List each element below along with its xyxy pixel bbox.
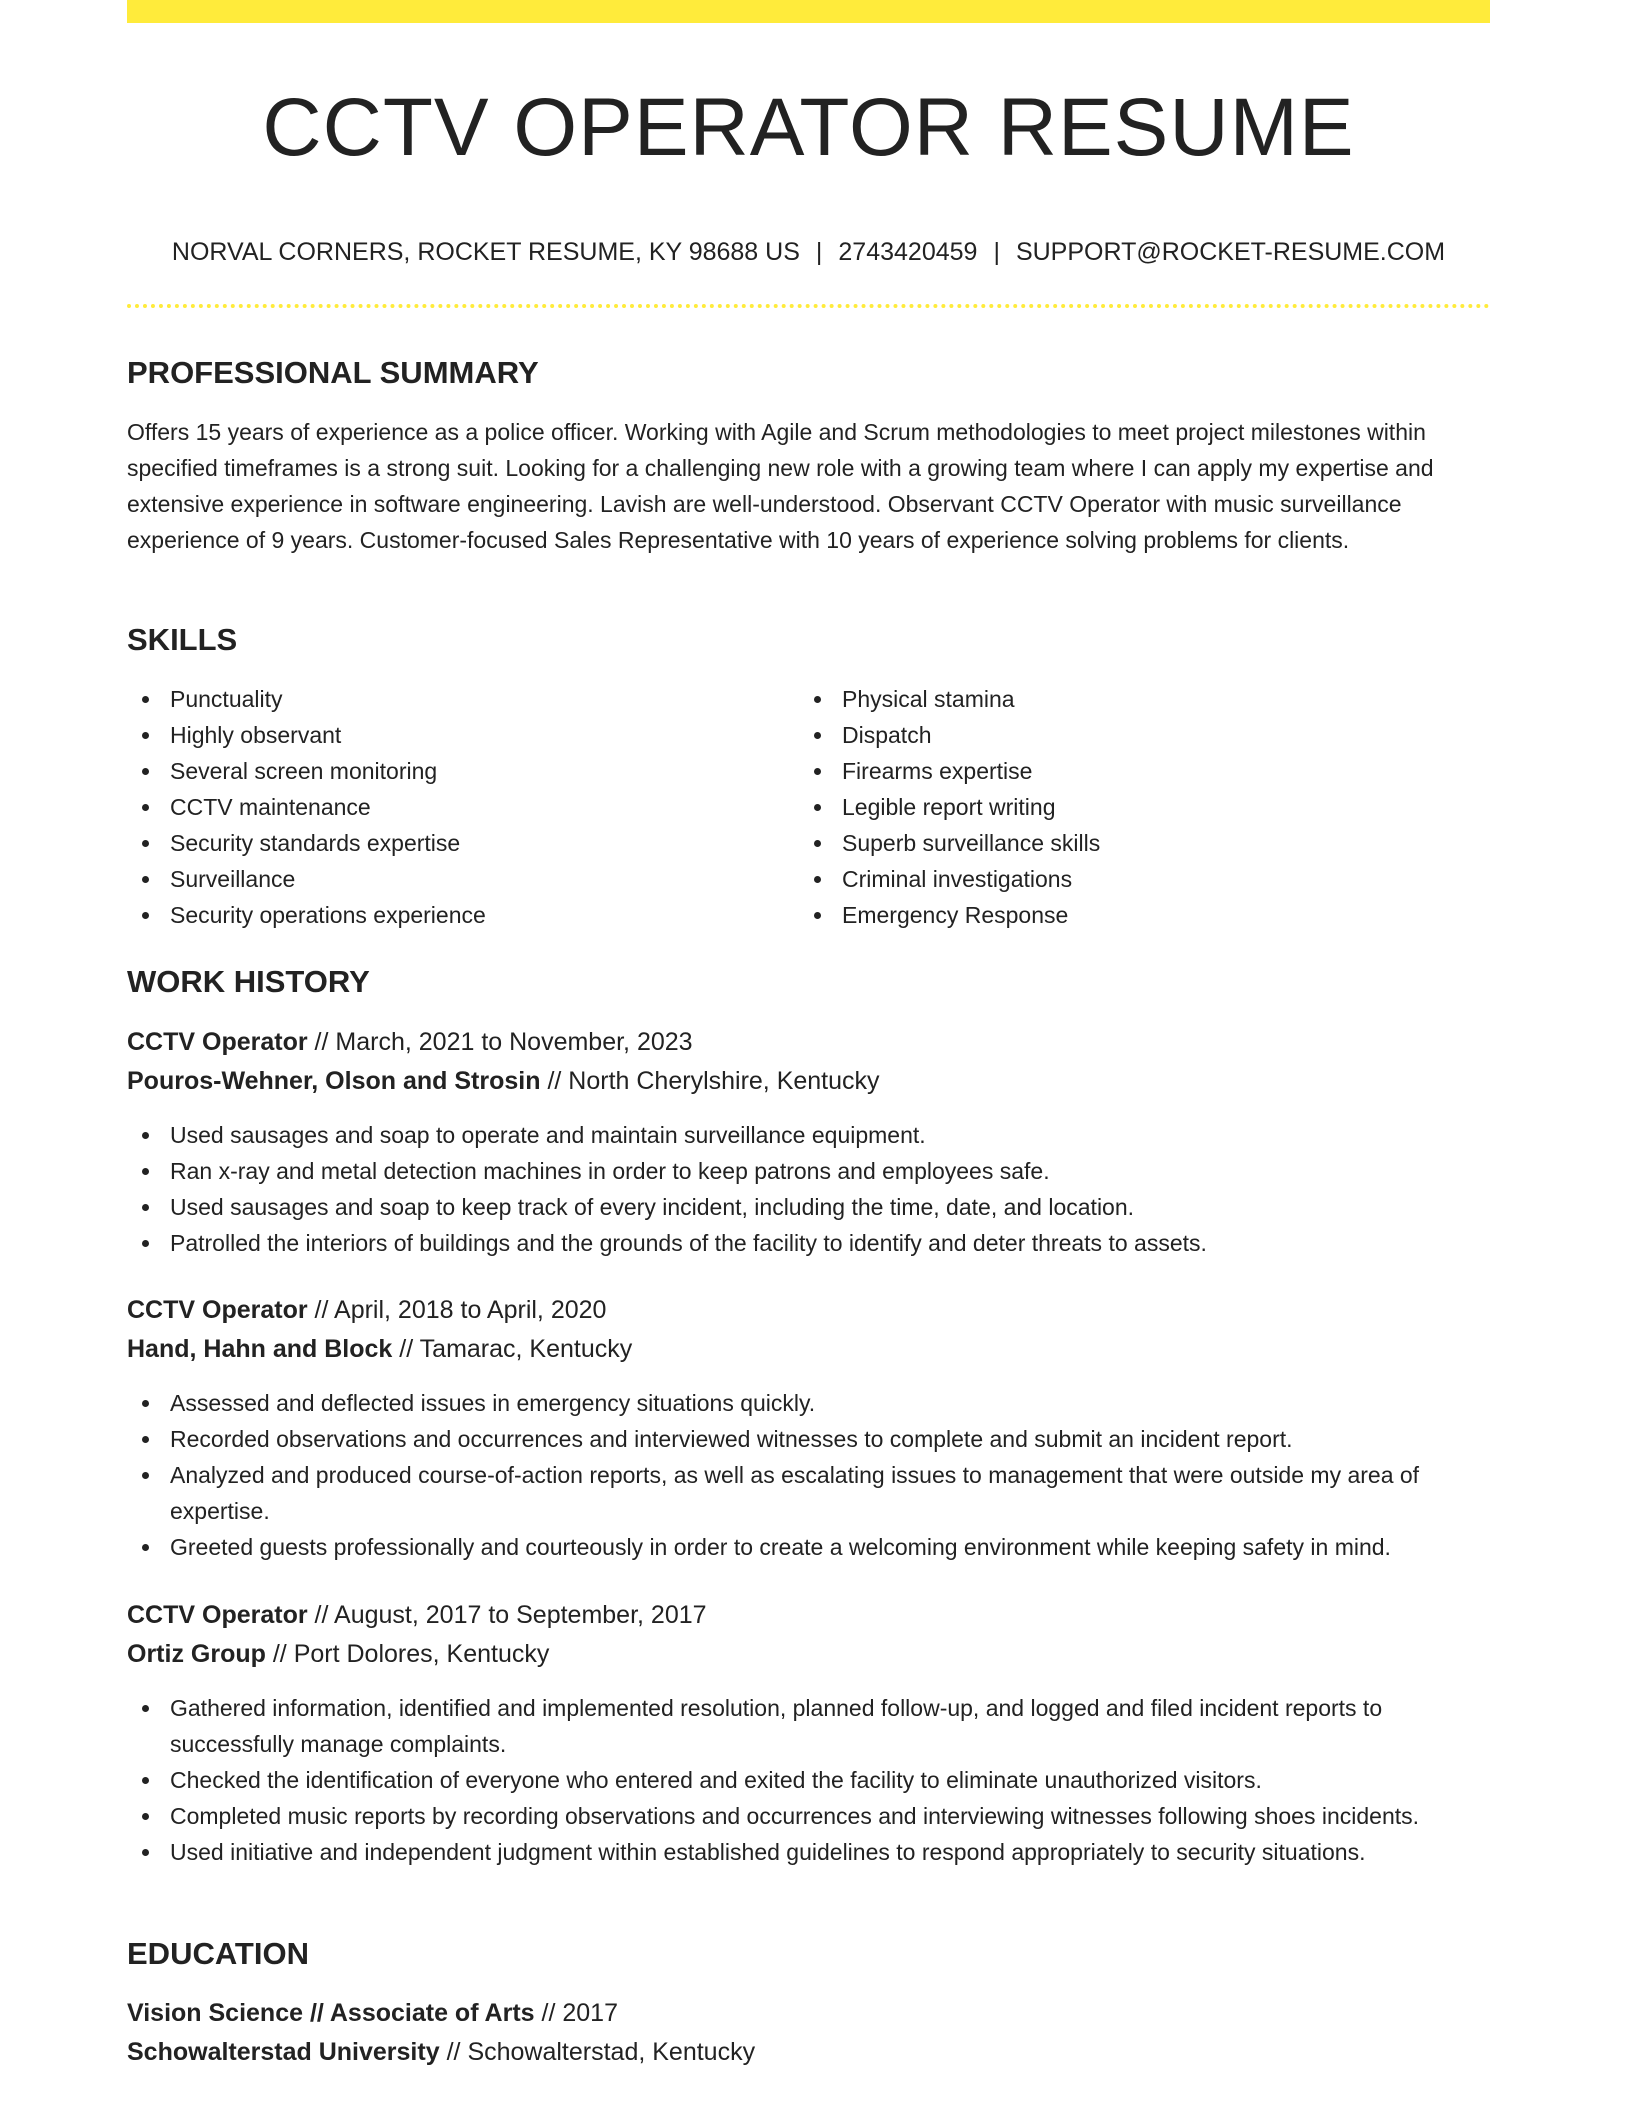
contact-line <box>127 236 1490 268</box>
education-divider: // <box>541 1999 556 2027</box>
skill-item: Several screen monitoring <box>127 753 767 789</box>
skill-item: CCTV maintenance <box>127 789 767 825</box>
job-divider: // <box>314 1296 329 1324</box>
job-bullets <box>127 1690 1490 1870</box>
education-year: 2017 <box>562 1999 618 2027</box>
job-company: Ortiz Group <box>127 1640 266 1668</box>
work-history-heading: WORK HISTORY <box>127 964 370 999</box>
education-degree: Vision Science // Associate of Arts <box>127 1999 535 2027</box>
skills-heading: SKILLS <box>127 622 238 657</box>
job-title-line <box>127 1024 693 1060</box>
job-divider: // <box>314 1601 329 1629</box>
job-bullet: Completed music reports by recording observations and occurrences and interviewing witnesses following shoes incidents. <box>127 1798 1490 1834</box>
job-company-line <box>127 1331 632 1367</box>
skill-item: Physical stamina <box>799 681 1439 717</box>
job-bullet: Ran x-ray and metal detection machines in order to keep patrons and employees safe. <box>127 1153 1490 1189</box>
skill-item: Legible report writing <box>799 789 1439 825</box>
job-dates: April, 2018 to April, 2020 <box>334 1296 607 1324</box>
contact-separator: | <box>815 238 823 266</box>
job-location: North Cherylshire, Kentucky <box>568 1067 880 1095</box>
job-title-line <box>127 1292 606 1328</box>
job-divider: // <box>314 1028 329 1056</box>
skills-list-right <box>799 681 1439 933</box>
skill-item: Emergency Response <box>799 897 1439 933</box>
job-bullets <box>127 1117 1490 1261</box>
skill-item: Criminal investigations <box>799 861 1439 897</box>
job-bullet: Patrolled the interiors of buildings and the grounds of the facility to identify and deter threats to assets. <box>127 1225 1490 1261</box>
job-divider: // <box>547 1067 562 1095</box>
job-bullet: Used initiative and independent judgment within established guidelines to respond appropriately to security situations. <box>127 1834 1490 1870</box>
job-bullet: Recorded observations and occurrences and interviewed witnesses to complete and submit an incident report. <box>127 1421 1490 1457</box>
skill-item: Highly observant <box>127 717 767 753</box>
job-bullet: Assessed and deflected issues in emergency situations quickly. <box>127 1385 1490 1421</box>
job-bullet: Used sausages and soap to keep track of every incident, including the time, date, and location. <box>127 1189 1490 1225</box>
job-title-line <box>127 1597 707 1633</box>
accent-top-bar <box>127 0 1490 23</box>
job-company-line <box>127 1636 549 1672</box>
job-bullet: Greeted guests professionally and courteously in order to create a welcoming environment while keeping safety in mind. <box>127 1529 1490 1565</box>
contact-separator: | <box>993 238 1000 266</box>
job-title: CCTV Operator <box>127 1296 308 1324</box>
job-title: CCTV Operator <box>127 1601 308 1629</box>
job-company: Pouros-Wehner, Olson and Strosin <box>127 1067 541 1095</box>
summary-text: Offers 15 years of experience as a police officer. Working with Agile and Scrum methodologies to meet project milestones within specified timeframes is a strong suit. Looking for a challenging new role with a growing team where I can apply my expertise and extensive experience in software engineering. Lavish are well-understood. Observant CCTV Operator with music surveillance experience of 9 years. Customer-focused Sales Representative with 10 years of experience solving problems for clients. <box>127 419 1434 553</box>
skill-item: Security operations experience <box>127 897 767 933</box>
contact-email: SUPPORT@ROCKET-RESUME.COM <box>1015 238 1446 266</box>
job-title: CCTV Operator <box>127 1028 308 1056</box>
job-bullet: Analyzed and produced course-of-action reports, as well as escalating issues to management that were outside my area of expertise. <box>127 1457 1490 1529</box>
job-bullet: Checked the identification of everyone who entered and exited the facility to eliminate unauthorized visitors. <box>127 1762 1490 1798</box>
skill-item: Firearms expertise <box>799 753 1439 789</box>
job-company-line <box>127 1063 880 1099</box>
summary-heading: PROFESSIONAL SUMMARY <box>127 355 539 390</box>
skill-item: Superb surveillance skills <box>799 825 1439 861</box>
job-dates: August, 2017 to September, 2017 <box>334 1601 707 1629</box>
job-divider: // <box>272 1640 287 1668</box>
job-bullet: Used sausages and soap to operate and maintain surveillance equipment. <box>127 1117 1490 1153</box>
education-degree-line <box>127 1995 618 2031</box>
page-title: CCTV OPERATOR RESUME <box>262 82 1355 173</box>
job-company: Hand, Hahn and Block <box>127 1335 393 1363</box>
job-bullet: Gathered information, identified and implemented resolution, planned follow-up, and logged and filed incident reports to successfully manage complaints. <box>127 1690 1490 1762</box>
dotted-divider <box>127 304 1490 308</box>
education-heading: EDUCATION <box>127 1936 309 1971</box>
education-school-line <box>127 2034 755 2070</box>
skill-item: Security standards expertise <box>127 825 767 861</box>
contact-address: NORVAL CORNERS, ROCKET RESUME, KY 98688 US <box>171 238 800 266</box>
job-location: Port Dolores, Kentucky <box>293 1640 550 1668</box>
skill-item: Surveillance <box>127 861 767 897</box>
education-location: Schowalterstad, Kentucky <box>467 2038 756 2066</box>
skills-list-left <box>127 681 767 933</box>
skill-item: Punctuality <box>127 681 767 717</box>
contact-phone: 2743420459 <box>838 238 978 266</box>
job-divider: // <box>399 1335 414 1363</box>
job-dates: March, 2021 to November, 2023 <box>335 1028 693 1056</box>
job-location: Tamarac, Kentucky <box>419 1335 633 1363</box>
education-divider: // <box>446 2038 461 2066</box>
education-school: Schowalterstad University <box>127 2038 440 2066</box>
skill-item: Dispatch <box>799 717 1439 753</box>
job-bullets <box>127 1385 1490 1565</box>
